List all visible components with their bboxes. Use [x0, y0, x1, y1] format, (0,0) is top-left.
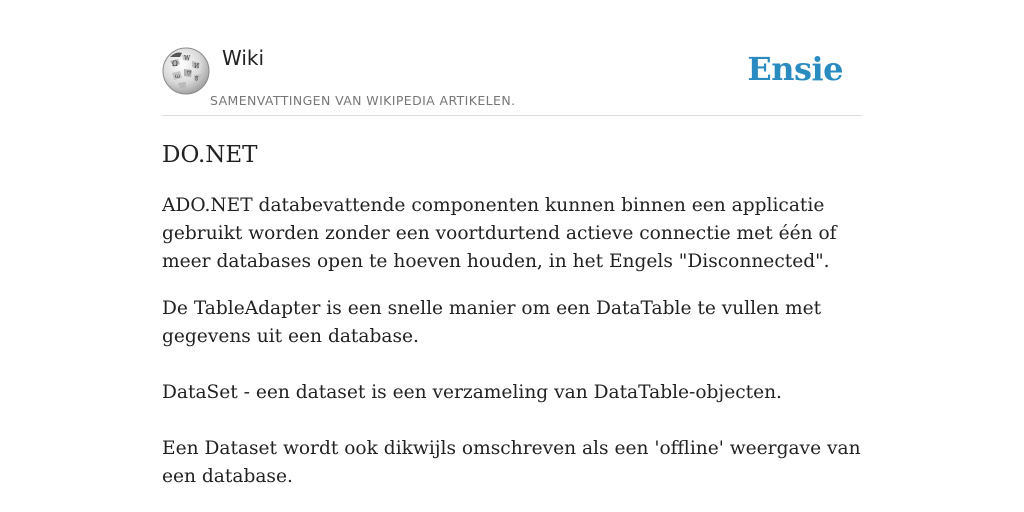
site-tagline: SAMENVATTINGEN VAN WIKIPEDIA ARTIKELEN.	[210, 93, 516, 108]
svg-text:ウ: ウ	[186, 70, 193, 77]
article-paragraph: De TableAdapter is een snelle manier om een DataTable te vullen met gegevens uit een database.	[162, 298, 822, 347]
svg-text:W: W	[184, 55, 191, 62]
article-paragraph: ADO.NET databevattende componenten kunnen binnen een applicatie gebruikt worden zonder een voortdurtend actieve connectie met één of meer databases open te hoeven houden, in het Engels "Disconnected".	[162, 195, 837, 272]
site-name[interactable]: Wiki	[222, 46, 265, 70]
wikipedia-globe-icon[interactable]	[162, 47, 210, 95]
page	[162, 0, 862, 512]
svg-text:ω: ω	[175, 73, 180, 80]
svg-text:И: И	[194, 63, 200, 70]
svg-text:ह: ह	[195, 75, 199, 82]
site-header	[162, 0, 862, 116]
brand-logo[interactable]: Ensie	[747, 50, 843, 88]
article-paragraph: DataSet - een dataset is een verzameling van DataTable-objecten.	[162, 382, 782, 403]
svg-text:Ω: Ω	[172, 60, 178, 68]
article-paragraph: Een Dataset wordt ook dikwijls omschreven als een 'offline' weergave van een database.	[162, 438, 861, 487]
article-title: DO.NET	[162, 142, 258, 168]
